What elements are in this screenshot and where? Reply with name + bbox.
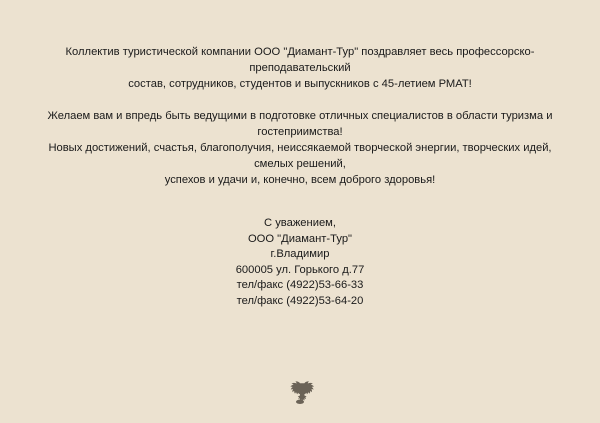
greeting-paragraph-1 (30, 44, 570, 92)
greeting-text-block (30, 44, 570, 188)
greeting-p2-line3: успехов и удачи и, конечно, всем доброго здоровья! (164, 174, 436, 186)
signature-phone-2: тел/факс (4922)53-64-20 (236, 294, 364, 307)
signature-city: г.Владимир (270, 248, 330, 260)
greeting-p2-line2: Новых достижений, счастья, благополучия, неиссякаемой творческой энергии, творческих идей, смелых решений, (48, 142, 552, 170)
double-headed-eagle-emblem-icon (286, 393, 314, 410)
signature-company: ООО "Диамант-Тур" (247, 232, 353, 245)
signature-phone-1: тел/факс (4922)53-66-33 (236, 279, 364, 291)
emblem-container (0, 380, 600, 410)
greeting-p2-line1: Желаем вам и впредь быть ведущими в подготовке отличных специалистов в области туризма и гостеприимства! (47, 110, 553, 138)
signature-block (30, 216, 570, 309)
greeting-p1-line2: состав, сотрудников, студентов и выпускников с 45-летием РМАТ! (128, 78, 472, 90)
greeting-p1-line1: Коллектив туристической компании ООО "Диамант-Тур" поздравляет весь профессорско-преподавательский (65, 46, 535, 74)
signature-address: 600005 ул. Горького д.77 (235, 263, 365, 276)
greeting-paragraph-2 (30, 108, 570, 188)
paragraph-spacer (30, 92, 570, 108)
signature-closing: С уважением, (264, 217, 336, 229)
